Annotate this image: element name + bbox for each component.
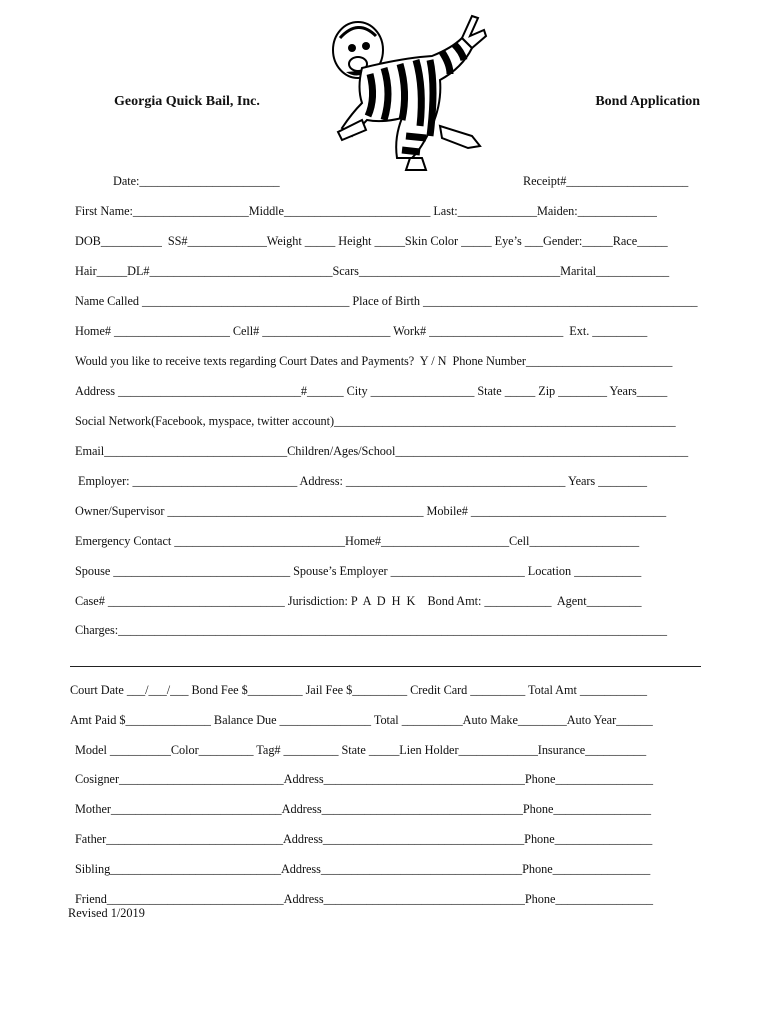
- model-row[interactable]: Model __________Color_________ Tag# _________ State _____Lien Holder_____________Insurance__________: [75, 743, 647, 757]
- owner-row[interactable]: Owner/Supervisor __________________________________________ Mobile# ________________________________: [75, 504, 667, 518]
- sibling-row[interactable]: Sibling____________________________Address_________________________________Phone________________: [75, 862, 651, 876]
- phones-row[interactable]: Home# ___________________ Cell# _____________________ Work# ______________________ Ext. _________: [75, 324, 648, 338]
- receipt-field[interactable]: Receipt#____________________: [523, 174, 689, 188]
- hair-row[interactable]: Hair_____DL#______________________________Scars_________________________________Marital____________: [75, 264, 670, 278]
- revision-note: Revised 1/2019: [68, 906, 145, 920]
- company-name: Georgia Quick Bail, Inc.: [114, 94, 260, 109]
- charges-row[interactable]: Charges:__________________________________________________________________________________________: [75, 623, 667, 637]
- name-row[interactable]: First Name:___________________Middle________________________ Last:_____________Maiden:_____________: [75, 204, 657, 218]
- prisoner-mascot-logo: [322, 8, 492, 172]
- date-field[interactable]: Date:_______________________: [113, 174, 280, 188]
- email-row[interactable]: Email______________________________Children/Ages/School________________________________________________: [75, 444, 689, 458]
- mother-row[interactable]: Mother____________________________Address_________________________________Phone________________: [75, 802, 651, 816]
- spouse-row[interactable]: Spouse _____________________________ Spouse’s Employer ______________________ Location ___________: [75, 564, 642, 578]
- case-row[interactable]: Case# _____________________________ Jurisdiction: P A D H K Bond Amt: ___________ Agent_________: [75, 594, 642, 608]
- emergency-row[interactable]: Emergency Contact ____________________________Home#_____________________Cell__________________: [75, 534, 640, 548]
- name-called-row[interactable]: Name Called __________________________________ Place of Birth _____________________________________________: [75, 294, 698, 308]
- cosigner-row[interactable]: Cosigner___________________________Address_________________________________Phone________________: [75, 772, 653, 786]
- address-row[interactable]: Address ______________________________#______ City _________________ State _____ Zip ________ Years_____: [75, 384, 668, 398]
- friend-row[interactable]: Friend_____________________________Address_________________________________Phone________________: [75, 892, 653, 906]
- court-row[interactable]: Court Date ___/___/___ Bond Fee $_________ Jail Fee $_________ Credit Card _________ Total Amt ___________: [70, 683, 647, 697]
- charges-continuation-line[interactable]: [70, 666, 701, 667]
- amt-paid-row[interactable]: Amt Paid $______________ Balance Due _______________ Total __________Auto Make________Auto Year______: [70, 713, 653, 727]
- dob-row[interactable]: DOB__________ SS#_____________Weight _____ Height _____Skin Color _____ Eye’s ___Gender:_____Race_____: [75, 234, 668, 248]
- social-network-row[interactable]: Social Network(Facebook, myspace, twitter account)________________________________________________________: [75, 414, 676, 428]
- form-title: Bond Application: [595, 94, 700, 109]
- texts-row[interactable]: Would you like to receive texts regarding Court Dates and Payments? Y / N Phone Number________________________: [75, 354, 673, 368]
- father-row[interactable]: Father_____________________________Address_________________________________Phone________________: [75, 832, 653, 846]
- employer-row[interactable]: Employer: ___________________________ Address: ____________________________________ Years ________: [75, 474, 647, 488]
